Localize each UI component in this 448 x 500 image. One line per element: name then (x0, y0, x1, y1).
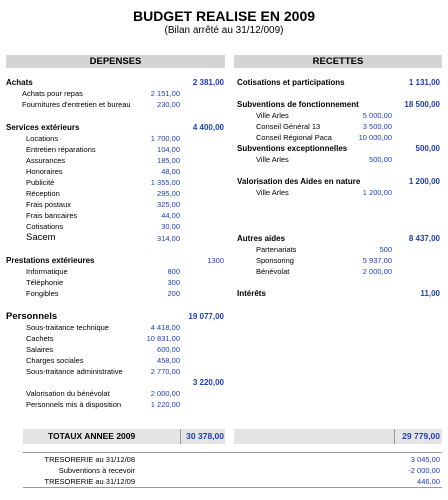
personnels-item-label: Cachets (26, 334, 54, 343)
cotisations-total: 1 131,00 (408, 78, 440, 87)
benevolat-item-value: 1 220,00 (150, 400, 180, 409)
achats-item-value: 230,00 (157, 100, 180, 109)
services-item-label: Sacem (26, 232, 56, 243)
benevolat-item-label: Personnels mis à disposition (26, 400, 122, 409)
totals-recettes: 29 779,00 (402, 431, 440, 441)
interets-total: 11,00 (420, 289, 440, 298)
totals-depenses: 30 378,00 (186, 431, 224, 441)
subv-fonct-item-value: 3 500,00 (362, 122, 392, 131)
services-item-label: Frais postaux (26, 200, 72, 209)
prestations-item-value: 200 (167, 289, 180, 298)
services-item-value: 325,00 (157, 200, 180, 209)
personnels-item-value: 2 770,00 (150, 367, 180, 376)
valorisation-item-label: Ville Arles (256, 188, 289, 197)
benevolat-total: 3 220,00 (192, 378, 224, 387)
recettes-header: RECETTES (234, 55, 442, 68)
tresorerie-value: 3 045,00 (410, 455, 440, 464)
autres-item-label: Sponsoring (256, 256, 294, 265)
services-item-value: 314,00 (157, 234, 180, 243)
services-item-label: Cotisations (26, 222, 64, 231)
subv-fonct-item-label: Ville Arles (256, 111, 289, 120)
autres-total: 8 437,00 (408, 234, 440, 243)
totals-label: TOTAUX ANNEE 2009 (48, 431, 136, 441)
benevolat-item-value: 2 000,00 (150, 389, 180, 398)
totals-divider (394, 429, 395, 444)
services-item-value: 1 355,00 (150, 178, 180, 187)
valorisation-total: 1 200,00 (408, 177, 440, 186)
achats-item-value: 2 151,00 (150, 89, 180, 98)
tresorerie-top-line (23, 452, 442, 453)
prestations-item-value: 800 (167, 267, 180, 276)
subv-except-item-label: Ville Arles (256, 155, 289, 164)
autres-label: Autres aides (237, 234, 286, 243)
personnels-item-value: 458,00 (157, 356, 180, 365)
services-item-value: 295,00 (157, 189, 180, 198)
services-label: Services extérieurs (6, 123, 80, 132)
subv-fonct-item-value: 10 000,00 (358, 133, 392, 142)
cotisations-label: Cotisations et participations (237, 78, 345, 87)
services-item-value: 1 700,00 (150, 134, 180, 143)
subv-fonct-total: 18 500,00 (404, 100, 440, 109)
subv-fonct-item-value: 5 000,00 (362, 111, 392, 120)
tresorerie-label: TRESORERIE au 31/12/08 (44, 455, 135, 464)
tresorerie-value: -2 000,00 (408, 466, 440, 475)
subv-except-label: Subventions exceptionnelles (237, 144, 348, 153)
personnels-item-label: Sous-traitance administrative (26, 367, 123, 376)
services-item-value: 104,00 (157, 145, 180, 154)
subv-fonct-item-label: Conseil Général 13 (256, 122, 321, 131)
subv-fonct-label: Subventions de fonctionnement (237, 100, 359, 109)
services-total: 4 400,00 (192, 123, 224, 132)
tresorerie-bottom-line (23, 487, 442, 488)
personnels-item-label: Charges sociales (26, 356, 84, 365)
benevolat-item-label: Valorisation du bénévolat (26, 389, 110, 398)
personnels-item-label: Sous-traitance technique (26, 323, 109, 332)
subv-fonct-item-label: Conseil Régional Paca (256, 133, 332, 142)
prestations-item-label: Téléphonie (26, 278, 64, 287)
prestations-total: 1300 (207, 256, 224, 265)
services-item-label: Honoraires (26, 167, 63, 176)
autres-item-value: 2 000,00 (362, 267, 392, 276)
page-subtitle: (Bilan arrêté au 31/12/009) (164, 25, 284, 36)
autres-item-label: Partenariats (256, 245, 297, 254)
personnels-item-value: 10 831,00 (146, 334, 180, 343)
depenses-header: DEPENSES (6, 55, 225, 68)
achats-item-label: Fournitures d'entretien et bureau (22, 100, 131, 109)
valorisation-label: Valorisation des Aides en nature (237, 177, 361, 186)
achats-total: 2 381,00 (192, 78, 224, 87)
achats-item-label: Achats pour repas (22, 89, 83, 98)
services-item-label: Entretien réparations (26, 145, 96, 154)
personnels-item-label: Salaires (26, 345, 54, 354)
tresorerie-label: TRESORERIE au 31/12/09 (44, 477, 135, 486)
page-title: BUDGET REALISE EN 2009 (132, 8, 316, 24)
prestations-item-label: Informatique (26, 267, 68, 276)
services-item-value: 30,00 (161, 222, 180, 231)
subv-except-item-value: 500,00 (369, 155, 392, 164)
interets-label: Intérêts (237, 289, 266, 298)
services-item-label: Réception (26, 189, 60, 198)
services-item-value: 48,00 (161, 167, 180, 176)
personnels-item-value: 600,00 (157, 345, 180, 354)
prestations-item-value: 300 (167, 278, 180, 287)
tresorerie-value: 446,00 (417, 477, 440, 486)
personnels-label: Personnels (6, 311, 58, 322)
valorisation-item-value: 1 200,00 (362, 188, 392, 197)
subv-except-total: 500,00 (415, 144, 440, 153)
personnels-item-value: 4 418,00 (150, 323, 180, 332)
services-item-value: 185,00 (157, 156, 180, 165)
achats-label: Achats (6, 78, 33, 87)
personnels-total: 19 077,00 (188, 312, 224, 321)
tresorerie-label: Subventions à recevoir (58, 466, 135, 475)
autres-item-label: Bénévolat (256, 267, 290, 276)
services-item-value: 44,00 (161, 211, 180, 220)
services-item-label: Locations (26, 134, 59, 143)
prestations-item-label: Fongibles (26, 289, 59, 298)
totals-divider (180, 429, 181, 444)
autres-item-value: 500 (379, 245, 392, 254)
prestations-label: Prestations extérieures (6, 256, 95, 265)
services-item-label: Frais bancaires (26, 211, 78, 220)
autres-item-value: 5 937,00 (362, 256, 392, 265)
services-item-label: Publicité (26, 178, 55, 187)
services-item-label: Assurances (26, 156, 66, 165)
